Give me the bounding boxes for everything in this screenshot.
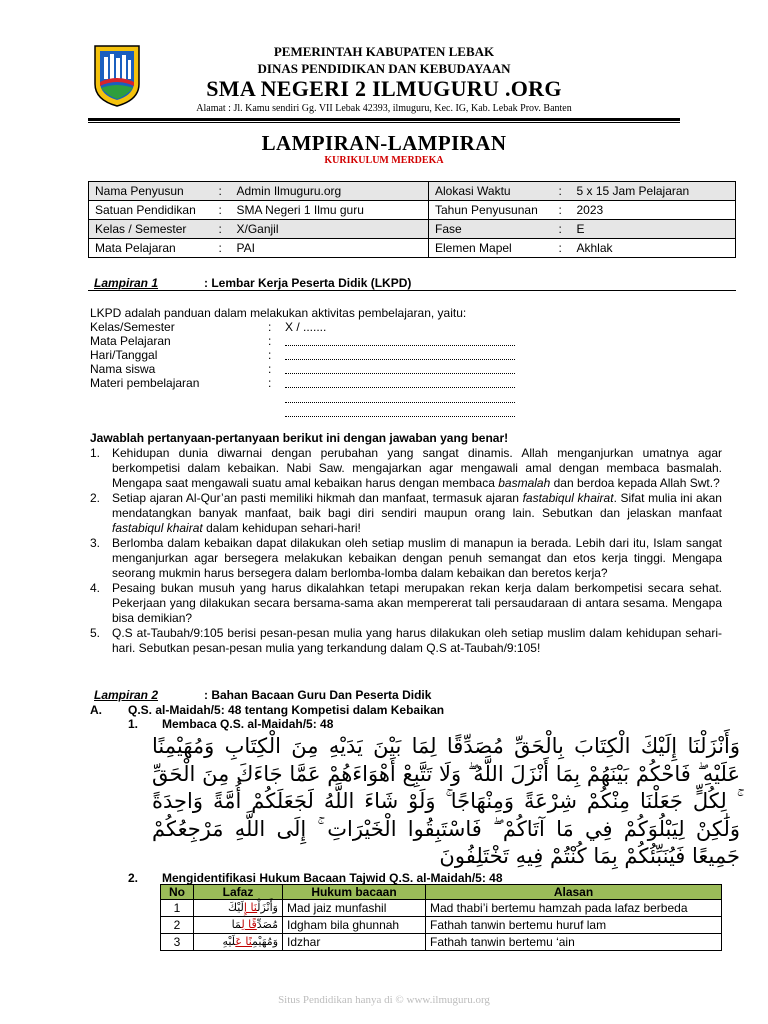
identity-table [88, 181, 736, 258]
field-label: Hari/Tanggal [90, 348, 158, 362]
header-government: PEMERINTAH KABUPATEN LEBAK [273, 44, 495, 59]
tajwid-row [161, 917, 722, 934]
header-no: No [161, 885, 194, 900]
question-item [90, 581, 722, 626]
letterhead-rule-thin [88, 122, 680, 123]
identity-colon: : [553, 239, 571, 258]
field-colon: : [268, 376, 272, 390]
identity-colon: : [213, 201, 231, 220]
header-lafaz: Lafaz [194, 885, 283, 900]
letterhead-rule-thick [88, 118, 680, 121]
question-number: 2. [90, 491, 101, 505]
question-list [90, 446, 722, 656]
question-item [90, 626, 722, 656]
field-label: Kelas/Semester [90, 320, 175, 334]
cell-hukum: Idzhar [283, 934, 426, 951]
header-alasan: Alasan [426, 885, 722, 900]
lkpd-intro: LKPD adalah panduan dalam melakukan aktivitas pembelajaran, yaitu: [90, 306, 467, 320]
identity-label: Nama Penyusun [89, 182, 213, 201]
identity-label: Alokasi Waktu [429, 182, 553, 201]
field-colon: : [268, 320, 272, 334]
question-text: . Sifat mulia ini akan mendatangkan banyak manfaat, baik bagi diri sendiri maupun orang lain. Sebutkan dan jelaskan manfaat [112, 491, 722, 520]
question-number: 4. [90, 581, 101, 595]
subsection-1-title: Membaca Q.S. al-Maidah/5: 48 [162, 717, 334, 731]
cell-alasan: Fathah tanwin bertemu huruf lam [426, 917, 722, 934]
lampiran-1-title: : Lembar Kerja Peserta Didik (LKPD) [204, 276, 412, 290]
cell-alasan: Fathah tanwin bertemu ‘ain [426, 934, 722, 951]
question-text: dalam kehidupan sehari-hari! [202, 521, 361, 535]
question-item [90, 536, 722, 581]
identity-value: Akhlak [571, 239, 736, 258]
header-department: DINAS PENDIDIKAN DAN KEBUDAYAAN [257, 61, 511, 76]
cell-hukum: Idgham bila ghunnah [283, 917, 426, 934]
cell-lafaz [194, 900, 283, 917]
lafaz-highlight: نَا إِ [243, 901, 258, 914]
cell-no: 1 [161, 900, 194, 917]
identity-colon: : [213, 220, 231, 239]
cell-no: 2 [161, 917, 194, 934]
cell-lafaz [194, 934, 283, 951]
field-colon: : [268, 348, 272, 362]
lafaz-text: وَمُهَيْمِ [252, 935, 278, 948]
lafaz-text: لَيْهِ [222, 935, 236, 948]
lampiran-1-key: Lampiran 1 [94, 276, 159, 290]
lafaz-text: وَأَنْزَلْ [257, 901, 278, 914]
lampiran-1-heading [88, 274, 736, 291]
questions-heading: Jawablah pertanyaan-pertanyaan berikut ini dengan jawaban yang benar! [90, 431, 509, 445]
identity-colon: : [553, 201, 571, 220]
identity-label: Mata Pelajaran [89, 239, 213, 258]
identity-label: Fase [429, 220, 553, 239]
question-text: Berlomba dalam kebaikan dapat dilakukan oleh setiap muslim di manapun ia berada. Lebih dari itu, Islam sangat menganjurkan agar bersegera melakukan kebaikan dengan penuh semangat dan etos kerja tinggi. Mengapa seorang mukmin harus bersegera dalam berlomba-lomba dalam kebaikan dan beretos kerja? [112, 536, 722, 580]
question-item [90, 491, 722, 536]
identity-value: E [571, 220, 736, 239]
identity-label: Tahun Penyusunan [429, 201, 553, 220]
lampiran-2-title: : Bahan Bacaan Guru Dan Peserta Didik [204, 688, 432, 702]
question-text: Q.S at-Taubah/9:105 berisi pesan-pesan mulia yang harus dilakukan oleh setiap muslim dalam kehidupan sehari-hari. Sebutkan pesan-pesan mulia yang terkandung dalam Q.S at-Taubah/9:105! [112, 626, 722, 655]
subsection-1-number: 1. [128, 717, 139, 731]
identity-value: PAI [231, 239, 429, 258]
lafaz-highlight: نًا عَ [235, 935, 253, 948]
identity-value: Admin Ilmuguru.org [231, 182, 429, 201]
question-number: 5. [90, 626, 101, 640]
question-text: dan berdoa kepada Allah Swt.? [550, 476, 720, 490]
lampiran-2-heading [88, 686, 736, 702]
identity-value: X/Ganjil [231, 220, 429, 239]
blank-line [285, 402, 515, 403]
page-footer-watermark: Situs Pendidikan hanya di © www.ilmuguru.org [278, 994, 490, 1006]
field-colon: : [268, 334, 272, 348]
header-school-name: SMA NEGERI 2 ILMUGURU .ORG [206, 76, 562, 101]
identity-colon: : [553, 182, 571, 201]
lafaz-text: لَيْكَ [227, 901, 244, 914]
subsection-2-number: 2. [128, 871, 139, 885]
cell-alasan: Mad thabi’i bertemu hamzah pada lafaz berbeda [426, 900, 722, 917]
lampiran-2-key: Lampiran 2 [94, 688, 159, 702]
identity-row [89, 239, 736, 258]
blank-line [285, 416, 515, 417]
blank-line [285, 345, 515, 346]
question-emphasis: fastabiqul khairat [112, 521, 203, 535]
lafaz-highlight: قًا لِ [241, 918, 257, 931]
question-emphasis: basmalah [498, 476, 551, 490]
tajwid-header-row [161, 885, 722, 900]
blank-line [285, 387, 515, 388]
identity-row [89, 201, 736, 220]
question-number: 1. [90, 446, 101, 460]
question-text: Pesaing bukan musuh yang harus dikalahkan tetapi merupakan rekan kerja dalam berkompetisi secara sehat. Pekerjaan yang dilakukan secara bersama-sama akan mempererat tali persaudaraan di antara sesama. Mengapa bisa demikian? [112, 581, 722, 625]
identity-label: Satuan Pendidikan [89, 201, 213, 220]
identity-value: SMA Negeri 1 Ilmu guru [231, 201, 429, 220]
header-hukum: Hukum bacaan [283, 885, 426, 900]
question-item [90, 446, 722, 491]
identity-label: Kelas / Semester [89, 220, 213, 239]
identity-label: Elemen Mapel [429, 239, 553, 258]
document-title: LAMPIRAN-LAMPIRAN [261, 131, 507, 155]
section-a-title: Q.S. al-Maidah/5: 48 tentang Kompetisi dalam Kebaikan [128, 703, 445, 717]
lafaz-text: مُصَدِّ [256, 918, 278, 931]
tajwid-table [160, 884, 722, 951]
identity-row [89, 182, 736, 201]
question-text: Kehidupan dunia diwarnai dengan perubahan yang sangat dinamis. Allah menganjurkan umatnya agar berkompetisi dalam kebaikan. Nabi Saw. mengajarkan agar mengawali amal dengan membaca basmalah. Mengapa saat mengawali suatu amal kebaikan harus dengan membaca [112, 446, 722, 490]
lafaz-text: مَا [231, 918, 242, 931]
identity-colon: : [213, 239, 231, 258]
field-label: Mata Pelajaran [90, 334, 171, 348]
blank-line [285, 359, 515, 360]
cell-no: 3 [161, 934, 194, 951]
identity-row [89, 220, 736, 239]
arabic-verse: وَأَنْزَلْنَا إِلَيْكَ الْكِتَابَ بِالْحَقِّ مُصَدِّقًا لِمَا بَيْنَ يَدَيْهِ مِنَ الْكِتَابِ وَمُهَيْمِنًا عَلَيْهِ ۖ فَاحْكُمْ بَيْنَهُمْ بِمَا أَنْزَلَ اللَّهُ ۖ وَلَا تَتَّبِعْ أَهْوَاءَهُمْ عَمَّا جَاءَكَ مِنَ الْحَقِّ ۚ لِكُلٍّ جَعَلْنَا مِنْكُمْ شِرْعَةً وَمِنْهَاجًا ۚ وَلَوْ شَاءَ اللَّهُ لَجَعَلَكُمْ أُمَّةً وَاحِدَةً وَلَٰكِنْ لِيَبْلُوَكُمْ فِي مَا آتَاكُمْ ۖ فَاسْتَبِقُوا الْخَيْرَاتِ ۚ إِلَى اللَّهِ مَرْجِعُكُمْ جَمِيعًا فَيُنَبِّئُكُمْ بِمَا كُنْتُمْ فِيهِ تَخْتَلِفُونَ [152, 734, 740, 868]
question-emphasis: fastabiqul khairat [522, 491, 614, 505]
header-address: Alamat : Jl. Kamu sendiri Gg. VII Lebak 42393, ilmuguru, Kec. IG, Kab. Lebak Prov. Banten [196, 103, 572, 114]
field-colon: : [268, 362, 272, 376]
identity-colon: : [213, 182, 231, 201]
section-a-letter: A. [90, 703, 102, 717]
identity-value: 2023 [571, 201, 736, 220]
field-label: Materi pembelajaran [90, 376, 200, 390]
cell-lafaz [194, 917, 283, 934]
identity-colon: : [553, 220, 571, 239]
blank-line [285, 373, 515, 374]
identity-value: 5 x 15 Jam Pelajaran [571, 182, 736, 201]
tajwid-row [161, 900, 722, 917]
cell-hukum: Mad jaiz munfashil [283, 900, 426, 917]
tajwid-row [161, 934, 722, 951]
subsection-2-title: Mengidentifikasi Hukum Bacaan Tajwid Q.S. al-Maidah/5: 48 [162, 871, 503, 885]
question-text: Setiap ajaran Al-Qur’an pasti memiliki hikmah dan manfaat, termasuk ajaran [112, 491, 523, 505]
field-value: X / ....... [285, 320, 327, 334]
field-label: Nama siswa [90, 362, 156, 376]
question-number: 3. [90, 536, 101, 550]
document-subtitle: KURIKULUM MERDEKA [324, 155, 444, 166]
